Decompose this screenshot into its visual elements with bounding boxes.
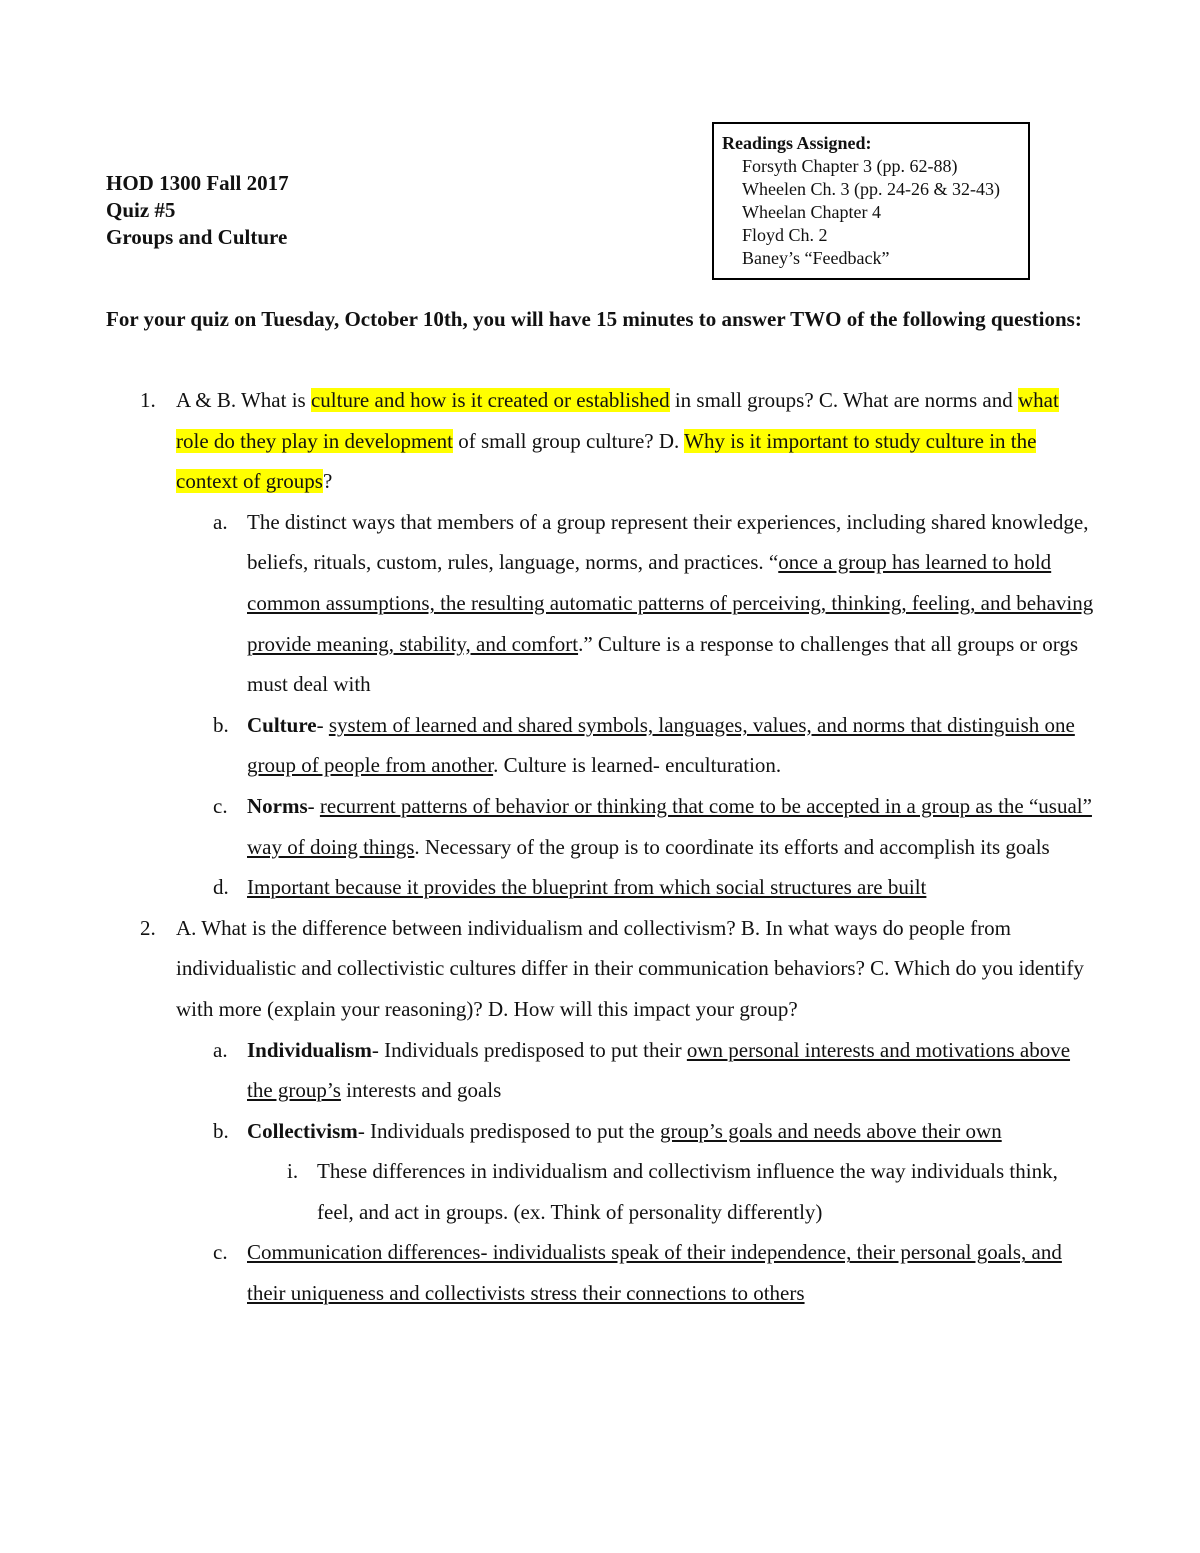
highlighted-text: Why is it important to study culture in the context of groups	[176, 428, 1037, 494]
underlined-text: once a group has learned to hold common assumptions, the resulting automatic patterns of perceiving, thinking, feeling, and behaving provide meaning, stability, and comfort	[247, 550, 1094, 656]
underlined-text: Communication differences- individualists speak of their independence, their personal goals, and their uniqueness and collectivists stress their connections to others	[247, 1240, 1062, 1306]
answer-text: . Necessary of the group is to coordinate its efforts and accomplish its goals	[414, 834, 1050, 859]
answer-1d	[0, 867, 1097, 908]
answer-text: These differences in individualism and collectivism influence the way individuals think, feel, and act in groups. (ex. Think of personality differently)	[317, 1159, 1058, 1224]
question-text: ?	[322, 469, 333, 494]
underlined-text: recurrent patterns of behavior or thinking that come to be accepted in a group as the “usual” way of doing things	[247, 793, 1092, 859]
answer-1b	[0, 705, 1097, 786]
course-title: HOD 1300 Fall 2017	[106, 171, 289, 195]
answer-text: -	[316, 712, 329, 737]
question-text: in small groups? C. What are norms and	[669, 388, 1018, 412]
answer-2c	[0, 1232, 1097, 1313]
list-marker: d.	[213, 875, 229, 900]
term-label: Culture	[247, 712, 317, 737]
answer-text: interests and goals	[340, 1078, 502, 1103]
list-marker: 1.	[140, 388, 156, 412]
question-text: of small group culture? D.	[453, 428, 685, 453]
highlighted-text: what role do they play in development	[176, 388, 1059, 453]
list-marker: a.	[213, 1037, 228, 1062]
answer-text: - Individuals predisposed to put the	[357, 1118, 660, 1143]
quiz-number: Quiz #5	[106, 198, 176, 222]
reading-item: Forsyth Chapter 3 (pp. 62-88)	[742, 156, 958, 176]
answer-text: .” Culture is a response to challenges that all groups or orgs must deal with	[247, 631, 1079, 697]
answer-2a	[0, 1030, 1097, 1111]
quiz-instructions: For your quiz on Tuesday, October 10th, you will have 15 minutes to answer TWO of the following questions:	[106, 307, 1082, 331]
document-header	[106, 170, 289, 251]
answer-text: The distinct ways that members of a group represent their experiences, including shared knowledge, beliefs, rituals, custom, rules, language, norms, and practices. “	[247, 509, 1089, 575]
list-marker: c.	[213, 1240, 228, 1265]
underlined-text: group’s goals and needs above their own	[659, 1118, 1002, 1143]
underlined-text: Important because it provides the blueprint from which social structures are built	[247, 875, 927, 900]
reading-item: Wheelan Chapter 4	[742, 202, 881, 222]
reading-item: Baney’s “Feedback”	[742, 248, 890, 268]
answer-text: -	[307, 793, 320, 818]
term-label: Individualism	[247, 1037, 372, 1062]
answer-1a	[0, 502, 1097, 705]
list-marker: c.	[213, 793, 228, 818]
underlined-text: own personal interests and motivations above the group’s	[247, 1037, 1071, 1103]
reading-item: Wheelen Ch. 3 (pp. 24-26 & 32-43)	[742, 179, 1000, 199]
readings-title: Readings Assigned:	[722, 133, 872, 153]
list-marker: i.	[287, 1159, 299, 1184]
answer-2b	[0, 1111, 1097, 1152]
answer-text: - Individuals predisposed to put their	[371, 1037, 687, 1062]
question-list	[0, 380, 1200, 1314]
question-text: A. What is the difference between individualism and collectivism? B. In what ways do people from individualistic and collectivistic cultures differ in their communication behaviors? C. Which do you identify with more (explain your reasoning)? D. How will this impact your group?	[176, 915, 1084, 1021]
list-marker: a.	[213, 509, 228, 534]
list-marker: b.	[213, 1118, 229, 1143]
answer-text: . Culture is learned- enculturation.	[493, 753, 782, 778]
highlighted-text: culture and how is it created or established	[310, 388, 670, 412]
underlined-text: system of learned and shared symbols, languages, values, and norms that distinguish one group of people from another	[247, 712, 1075, 778]
answer-2b-i	[0, 1151, 1097, 1232]
answer-1c	[0, 786, 1097, 867]
readings-box	[712, 122, 1030, 280]
term-label: Collectivism	[247, 1118, 358, 1143]
question-1	[0, 380, 1096, 502]
list-marker: 2.	[140, 915, 156, 940]
list-marker: b.	[213, 712, 229, 737]
term-label: Norms	[247, 793, 308, 818]
question-text: A & B. What is	[176, 388, 311, 412]
question-2	[0, 908, 1096, 1030]
quiz-topic: Groups and Culture	[106, 225, 288, 249]
reading-item: Floyd Ch. 2	[742, 225, 828, 245]
